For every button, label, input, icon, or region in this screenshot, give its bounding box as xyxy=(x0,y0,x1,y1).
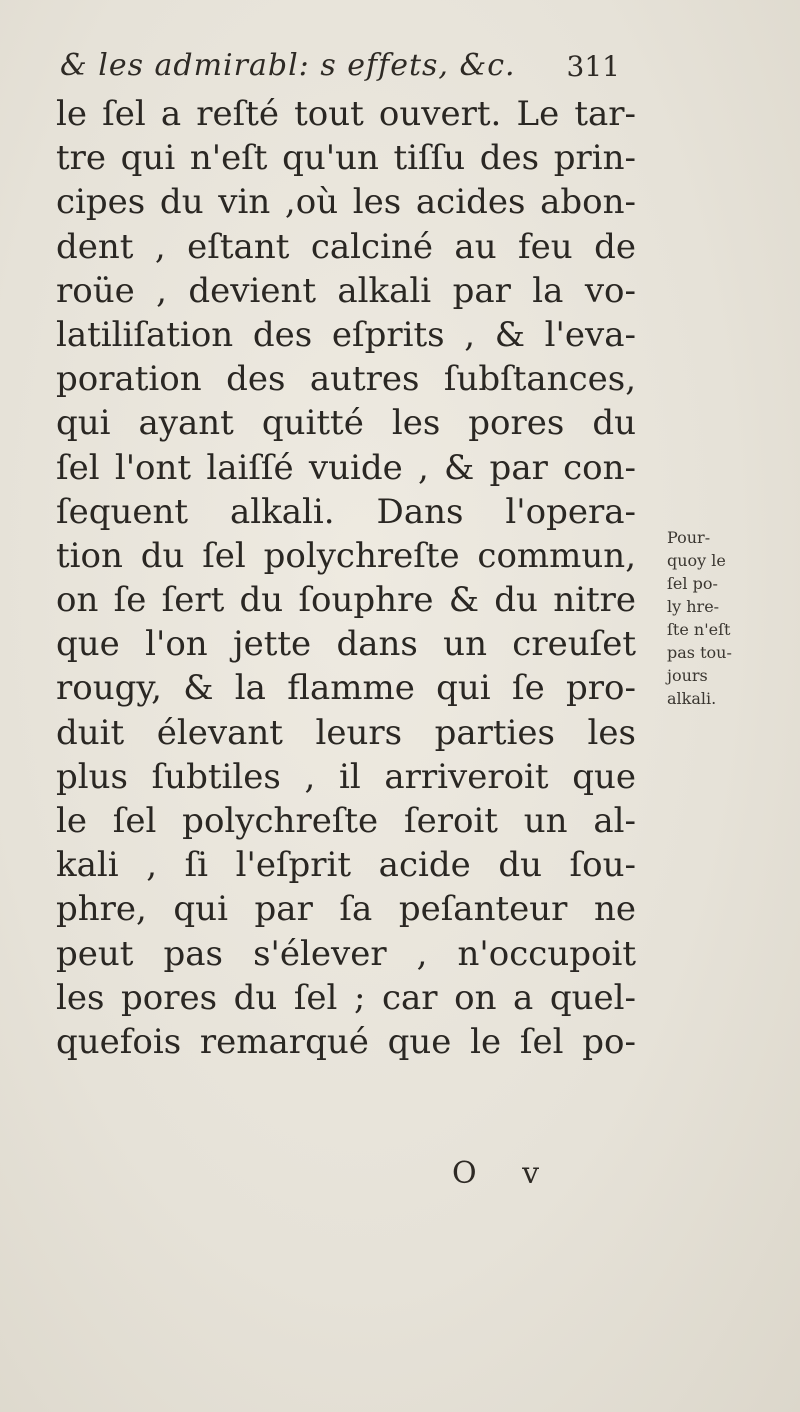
text-line: duit élevant leurs parties les xyxy=(56,712,636,753)
text-line: ſel l'ont laiſſé vuide , & par con- xyxy=(56,447,636,488)
text-line: que l'on jette dans un creuſet xyxy=(56,624,636,665)
page-header xyxy=(60,48,620,94)
text-line: le ſel polychreſte ſeroit un al- xyxy=(56,801,636,841)
margin-note-line: jours xyxy=(667,666,708,685)
text-line: tion du ſel polychreſte commun, xyxy=(56,535,636,576)
text-line: roüe , devient alkali par la vo- xyxy=(56,270,636,311)
margin-note-line: ly hre- xyxy=(667,597,720,616)
text-line: poration des autres ſubſtances, xyxy=(56,359,636,400)
text-line: plus ſubtiles , il arriveroit que xyxy=(56,756,636,797)
text-line: dent , eſtant calciné au feu de xyxy=(56,226,636,267)
text-line: quefois remarqué que le ſel po- xyxy=(56,1021,636,1062)
text-line: on ſe ſert du ſouphre & du nitre xyxy=(56,580,636,621)
text-line: qui ayant quitté les pores du xyxy=(56,403,636,444)
text-line: les pores du ſel ; car on a quel- xyxy=(56,977,636,1018)
running-title: & les admirabl: s effets, &c. xyxy=(60,48,516,83)
text-line: ſequent alkali. Dans l'opera- xyxy=(56,491,636,532)
text-line: tre qui n'eſt qu'un tiſſu des prin- xyxy=(56,138,636,179)
text-line: le ſel a reſté tout ouvert. Le tar- xyxy=(56,94,636,134)
text-line: peut pas s'élever , n'occupoit xyxy=(56,933,636,974)
body-text xyxy=(56,92,636,1064)
text-line: latiliſation des eſprits , & l'eva- xyxy=(56,314,636,355)
text-line: phre, qui par ſa peſanteur ne xyxy=(56,889,636,930)
margin-note-line: alkali. xyxy=(667,689,717,708)
margin-note-line: pas tou- xyxy=(667,643,732,662)
margin-note-line: quoy le xyxy=(667,551,726,570)
text-line: cipes du vin ,où les acides abon- xyxy=(56,182,636,223)
catchword: O v xyxy=(452,1156,558,1191)
text-line: rougy, & la flamme qui ſe pro- xyxy=(56,668,636,709)
text-line: kali , ſi l'eſprit acide du ſou- xyxy=(56,845,636,886)
page-number: 311 xyxy=(566,50,620,83)
margin-note-line: Pour- xyxy=(667,528,711,547)
margin-note-line: ſte n'eſt xyxy=(667,620,731,639)
margin-note xyxy=(667,526,747,710)
margin-note-line: ſel po- xyxy=(667,574,718,593)
